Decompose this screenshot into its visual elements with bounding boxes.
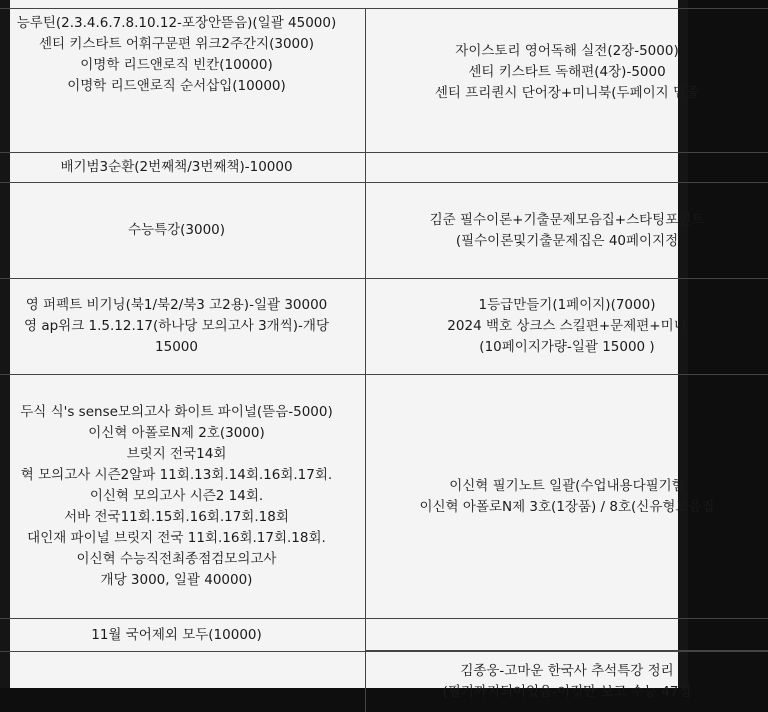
cell-line: 이명학 리드앤로직 빈칸(10000) [80, 57, 273, 73]
cell-line: 이신혁 아폴로N제 2호(3000) [88, 425, 265, 441]
table-cell-right [366, 619, 768, 651]
cell-line: 서바 전국11회.15회.16회.17회.18회 [64, 509, 289, 525]
table-cell-left [0, 9, 366, 152]
cell-line: 2024 백호 상크스 스킬편+문제편+미니 [447, 318, 687, 334]
table-cell-left [0, 375, 366, 618]
table-row [0, 375, 768, 619]
table-row [0, 652, 768, 712]
table-cell-right [366, 9, 768, 152]
cell-line: 혁 모의고사 시즌2알파 11회.13회.14회.16회.17회. [20, 467, 333, 483]
cell-line: 김종웅-고마운 한국사 추석특강 정리 [460, 663, 674, 679]
table-cell-right [366, 375, 768, 618]
table-cell-right [366, 279, 768, 374]
table-row [0, 8, 768, 153]
table-cell-left [0, 619, 366, 651]
cell-line: 이신혁 필기노트 일괄(수업내용다필기함 [449, 477, 685, 494]
table-cell-left [0, 652, 366, 712]
table-row [0, 153, 768, 183]
cell-line: 영 ap위크 1.5.12.17(하나당 모의고사 3개씩)-개당 [24, 318, 329, 334]
cell-line: 이명학 리드앤로직 순서삽입(10000) [67, 78, 286, 94]
cell-line: 두식 식's sense모의고사 화이트 파이널(뜯음-5000) [20, 404, 333, 420]
cell-line: 15000 [155, 339, 198, 355]
cell-line: 센티 키스타트 어휘구문편 위크2주간지(3000) [38, 36, 314, 52]
cell-line: (필기까지되어있음-이것만 보고 수능 47점 [442, 684, 692, 700]
table-cell-right [366, 153, 768, 182]
cell-line: 자이스토리 영어독해 실전(2장-5000) [455, 43, 679, 59]
cell-line: 수능특강(3000) [127, 222, 226, 238]
table-row [0, 183, 768, 279]
cell-line: 배기범3순환(2번째책/3번째책)-10000 [60, 159, 293, 175]
cell-line: 능루틴(2.3.4.6.7.8.10.12-포장안뜯음)(일괄 45000) [16, 15, 337, 31]
cell-line: 브릿지 전국14회 [126, 446, 227, 462]
table-cell-right [366, 652, 768, 712]
table-cell-left [0, 279, 366, 374]
table-cell-right [366, 183, 768, 278]
cell-line: 개당 3000, 일괄 40000) [100, 572, 253, 588]
cell-line: 대인재 파이널 브릿지 전국 11회.16회.17회.18회. [27, 530, 326, 546]
cell-line: 영 퍼펙트 비기닝(북1/북2/북3 고2용)-일괄 30000 [25, 297, 328, 313]
cell-line: 이신혁 모의고사 시즌2 14회. [89, 488, 264, 504]
cell-line: 11월 국어제외 모두(10000) [91, 626, 262, 643]
table-cell-left [0, 183, 366, 278]
cell-line: 센티 프리퀀시 단어장+미니북(두페이지 밑줄 [434, 85, 700, 101]
item-table [0, 8, 768, 712]
cell-line: 센티 키스타트 독해편(4장)-5000 [468, 64, 666, 80]
cell-line: (필수이론및기출문제집은 40페이지정 [455, 232, 679, 249]
table-cell-left [0, 153, 366, 182]
cell-line: 이신혁 아폴로N제 3호(1장품) / 8호(신유형모음집 [419, 498, 715, 515]
cell-line: 1등급만들기(1페이지)(7000) [478, 297, 656, 313]
table-row [0, 619, 768, 652]
cell-line: 김준 필수이론+기출문제모음집+스타팅포인트 [429, 211, 705, 228]
cell-line: 이신혁 수능직전최종점검모의고사 [76, 551, 277, 567]
cell-line: (10페이지가량-일괄 15000 ) [479, 339, 655, 355]
table-row [0, 279, 768, 375]
